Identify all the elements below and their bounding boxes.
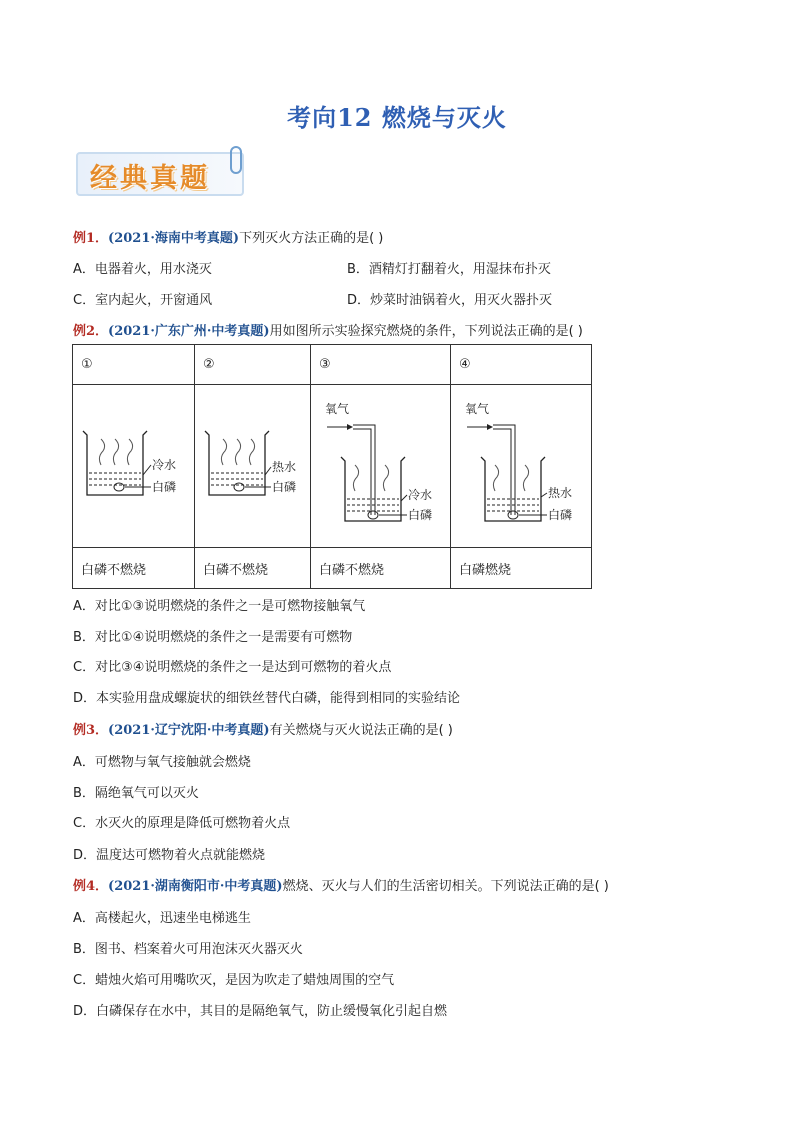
oxygen-label: 氧气 <box>325 402 350 416</box>
white-phosphorus-label: 白磷 <box>152 480 177 494</box>
oxygen-label: 氧气 <box>465 402 490 416</box>
badge-label: 经典真题 <box>90 163 210 194</box>
paperclip-icon <box>230 146 242 174</box>
cold-water-label: 冷水 <box>152 458 177 472</box>
table-header-2: ② <box>195 345 311 385</box>
beaker-cold-water-diagram <box>73 385 193 543</box>
q3-option-c: C．水灭火的原理是降低可燃物着火点 <box>73 816 291 831</box>
result-cell-4: 白磷燃烧 <box>451 548 592 589</box>
question-source: (2021·广东广州·中考真题) <box>108 324 270 339</box>
beaker-hot-water-diagram <box>195 385 309 543</box>
question-text: 燃烧、灭火与人们的生活密切相关。下列说法正确的是( ) <box>282 879 609 894</box>
hot-water-label: 热水 <box>548 486 573 500</box>
section-badge <box>76 146 252 200</box>
table-header-1: ① <box>73 345 195 385</box>
white-phosphorus-label: 白磷 <box>408 508 433 522</box>
q1-option-a: A．电器着火，用水浇灭 <box>73 262 212 277</box>
question-4-stem <box>73 875 609 894</box>
question-number: 例4． <box>73 879 109 894</box>
question-2-stem <box>73 320 583 339</box>
question-number: 例2． <box>73 324 109 339</box>
q1-option-d: D．炒菜时油锅着火，用灭火器扑灭 <box>347 293 553 308</box>
beaker-oxygen-cold-water-diagram <box>311 385 449 543</box>
q2-option-d: D．本实验用盘成螺旋状的细铁丝替代白磷，能得到相同的实验结论 <box>73 691 461 706</box>
result-cell-2: 白磷不燃烧 <box>195 548 311 589</box>
page-title: 考向12 燃烧与灭火 <box>287 103 507 132</box>
question-1-stem <box>73 227 383 246</box>
question-source: (2021·海南中考真题) <box>108 231 240 246</box>
q2-option-a: A．对比①③说明燃烧的条件之一是可燃物接触氧气 <box>73 599 366 614</box>
q1-option-b: B．酒精灯打翻着火，用湿抹布扑灭 <box>347 262 551 277</box>
q4-option-d: D．白磷保存在水中，其目的是隔绝氧气，防止缓慢氧化引起自燃 <box>73 1004 448 1019</box>
cold-water-label: 冷水 <box>408 488 433 502</box>
hot-water-label: 热水 <box>272 460 297 474</box>
q1-option-c: C．室内起火，开窗通风 <box>73 293 213 308</box>
question-source: (2021·湖南衡阳市·中考真题) <box>108 879 283 894</box>
experiment-table <box>72 344 592 589</box>
white-phosphorus-label: 白磷 <box>272 480 297 494</box>
table-header-3: ③ <box>311 345 451 385</box>
q4-option-a: A．高楼起火，迅速坐电梯逃生 <box>73 911 251 926</box>
question-text: 下列灭火方法正确的是( ) <box>239 231 384 246</box>
q4-option-c: C．蜡烛火焰可用嘴吹灭，是因为吹走了蜡烛周围的空气 <box>73 973 395 988</box>
question-text: 用如图所示实验探究燃烧的条件，下列说法正确的是( ) <box>269 324 583 339</box>
diagram-cell-4 <box>451 385 592 548</box>
white-phosphorus-label: 白磷 <box>548 508 573 522</box>
q2-option-c: C．对比③④说明燃烧的条件之一是达到可燃物的着火点 <box>73 660 392 675</box>
question-number: 例3． <box>73 723 109 738</box>
question-text: 有关燃烧与灭火说法正确的是( ) <box>269 723 453 738</box>
question-source: (2021·辽宁沈阳·中考真题) <box>108 723 270 738</box>
q3-option-d: D．温度达可燃物着火点就能燃烧 <box>73 848 266 863</box>
q4-option-b: B．图书、档案着火可用泡沫灭火器灭火 <box>73 942 303 957</box>
q3-option-b: B．隔绝氧气可以灭火 <box>73 786 199 801</box>
question-number: 例1． <box>73 231 109 246</box>
q3-option-a: A．可燃物与氧气接触就会燃烧 <box>73 755 251 770</box>
diagram-cell-2 <box>195 385 311 548</box>
beaker-oxygen-hot-water-diagram <box>451 385 589 543</box>
result-cell-3: 白磷不燃烧 <box>311 548 451 589</box>
result-cell-1: 白磷不燃烧 <box>73 548 195 589</box>
q2-option-b: B．对比①④说明燃烧的条件之一是需要有可燃物 <box>73 630 353 645</box>
table-header-4: ④ <box>451 345 592 385</box>
diagram-cell-3 <box>311 385 451 548</box>
question-3-stem <box>73 719 453 738</box>
diagram-cell-1 <box>73 385 195 548</box>
